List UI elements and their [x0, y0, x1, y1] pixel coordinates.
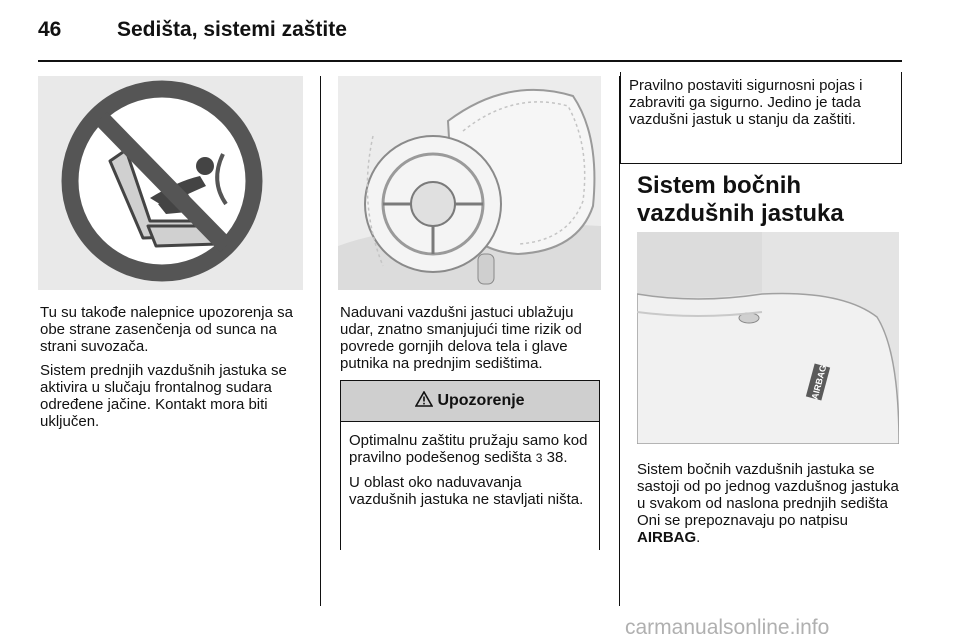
- column-divider-left: [320, 76, 321, 606]
- column-1-text: [40, 304, 302, 437]
- seat-backrest-airbag-label-illustration: [637, 232, 899, 444]
- warning-header: [341, 381, 599, 422]
- section-heading-side-airbags: Sistem bočnih vazdušnih jastuka: [637, 172, 844, 227]
- page-header-title: Sedišta, sistemi zaštite: [117, 18, 347, 41]
- warning-body: [341, 422, 599, 508]
- warning-no-objects: U oblast oko naduvavanja vazdušnih jastuka ne stavljati ništa.: [349, 474, 584, 508]
- page-number: 46: [38, 18, 62, 41]
- warning-box: [340, 380, 600, 550]
- paragraph-side-airbag-system: Sistem bočnih vazdušnih jastuka se sastoji od po jednog vazdušnog jastuka u svakom od naslona prednjih sedišta Oni se prepoznavaju po natpisu AIRBAG.: [637, 461, 899, 546]
- deployed-front-airbags-illustration: [338, 76, 601, 290]
- column-2-text: [340, 304, 602, 379]
- paragraph-sunvisor-labels: Tu su takođe nalepnice upozorenja sa obe strane zasenčenja od sunca na strani suvozača.: [40, 304, 293, 355]
- column-3-text: [637, 461, 909, 553]
- warning-seat-adjustment: Optimalnu zaštitu pružaju samo kod pravilno podešenog sedišta 3 38.: [349, 432, 588, 466]
- seatbelt-note-box: Pravilno postaviti sigurnosni pojas i zabraviti ga sigurno. Jedino je tada vazdušni jastuk u stanju da zaštiti.: [620, 72, 902, 164]
- warning-triangle-icon: [415, 391, 433, 412]
- no-rear-facing-child-seat-illustration: [38, 76, 303, 290]
- paragraph-front-airbag-activation: Sistem prednjih vazdušnih jastuka se aktivira u slučaju frontalnog sudara određene jačine. Kontakt mora biti uključen.: [40, 362, 287, 430]
- page-reference: 38.: [542, 449, 568, 466]
- paragraph-inflated-airbags: Naduvani vazdušni jastuci ublažuju udar, znatno smanjujući time rizik od povrede gornjih delova tela i glave putnika na prednjim sedištima.: [340, 304, 582, 372]
- airbag-label-text: AIRBAG: [809, 363, 829, 401]
- watermark: carmanualsonline.info: [625, 616, 830, 639]
- warning-title: Upozorenje: [437, 392, 525, 409]
- page-reference-symbol: 3: [535, 451, 543, 465]
- header-rule: [38, 60, 902, 62]
